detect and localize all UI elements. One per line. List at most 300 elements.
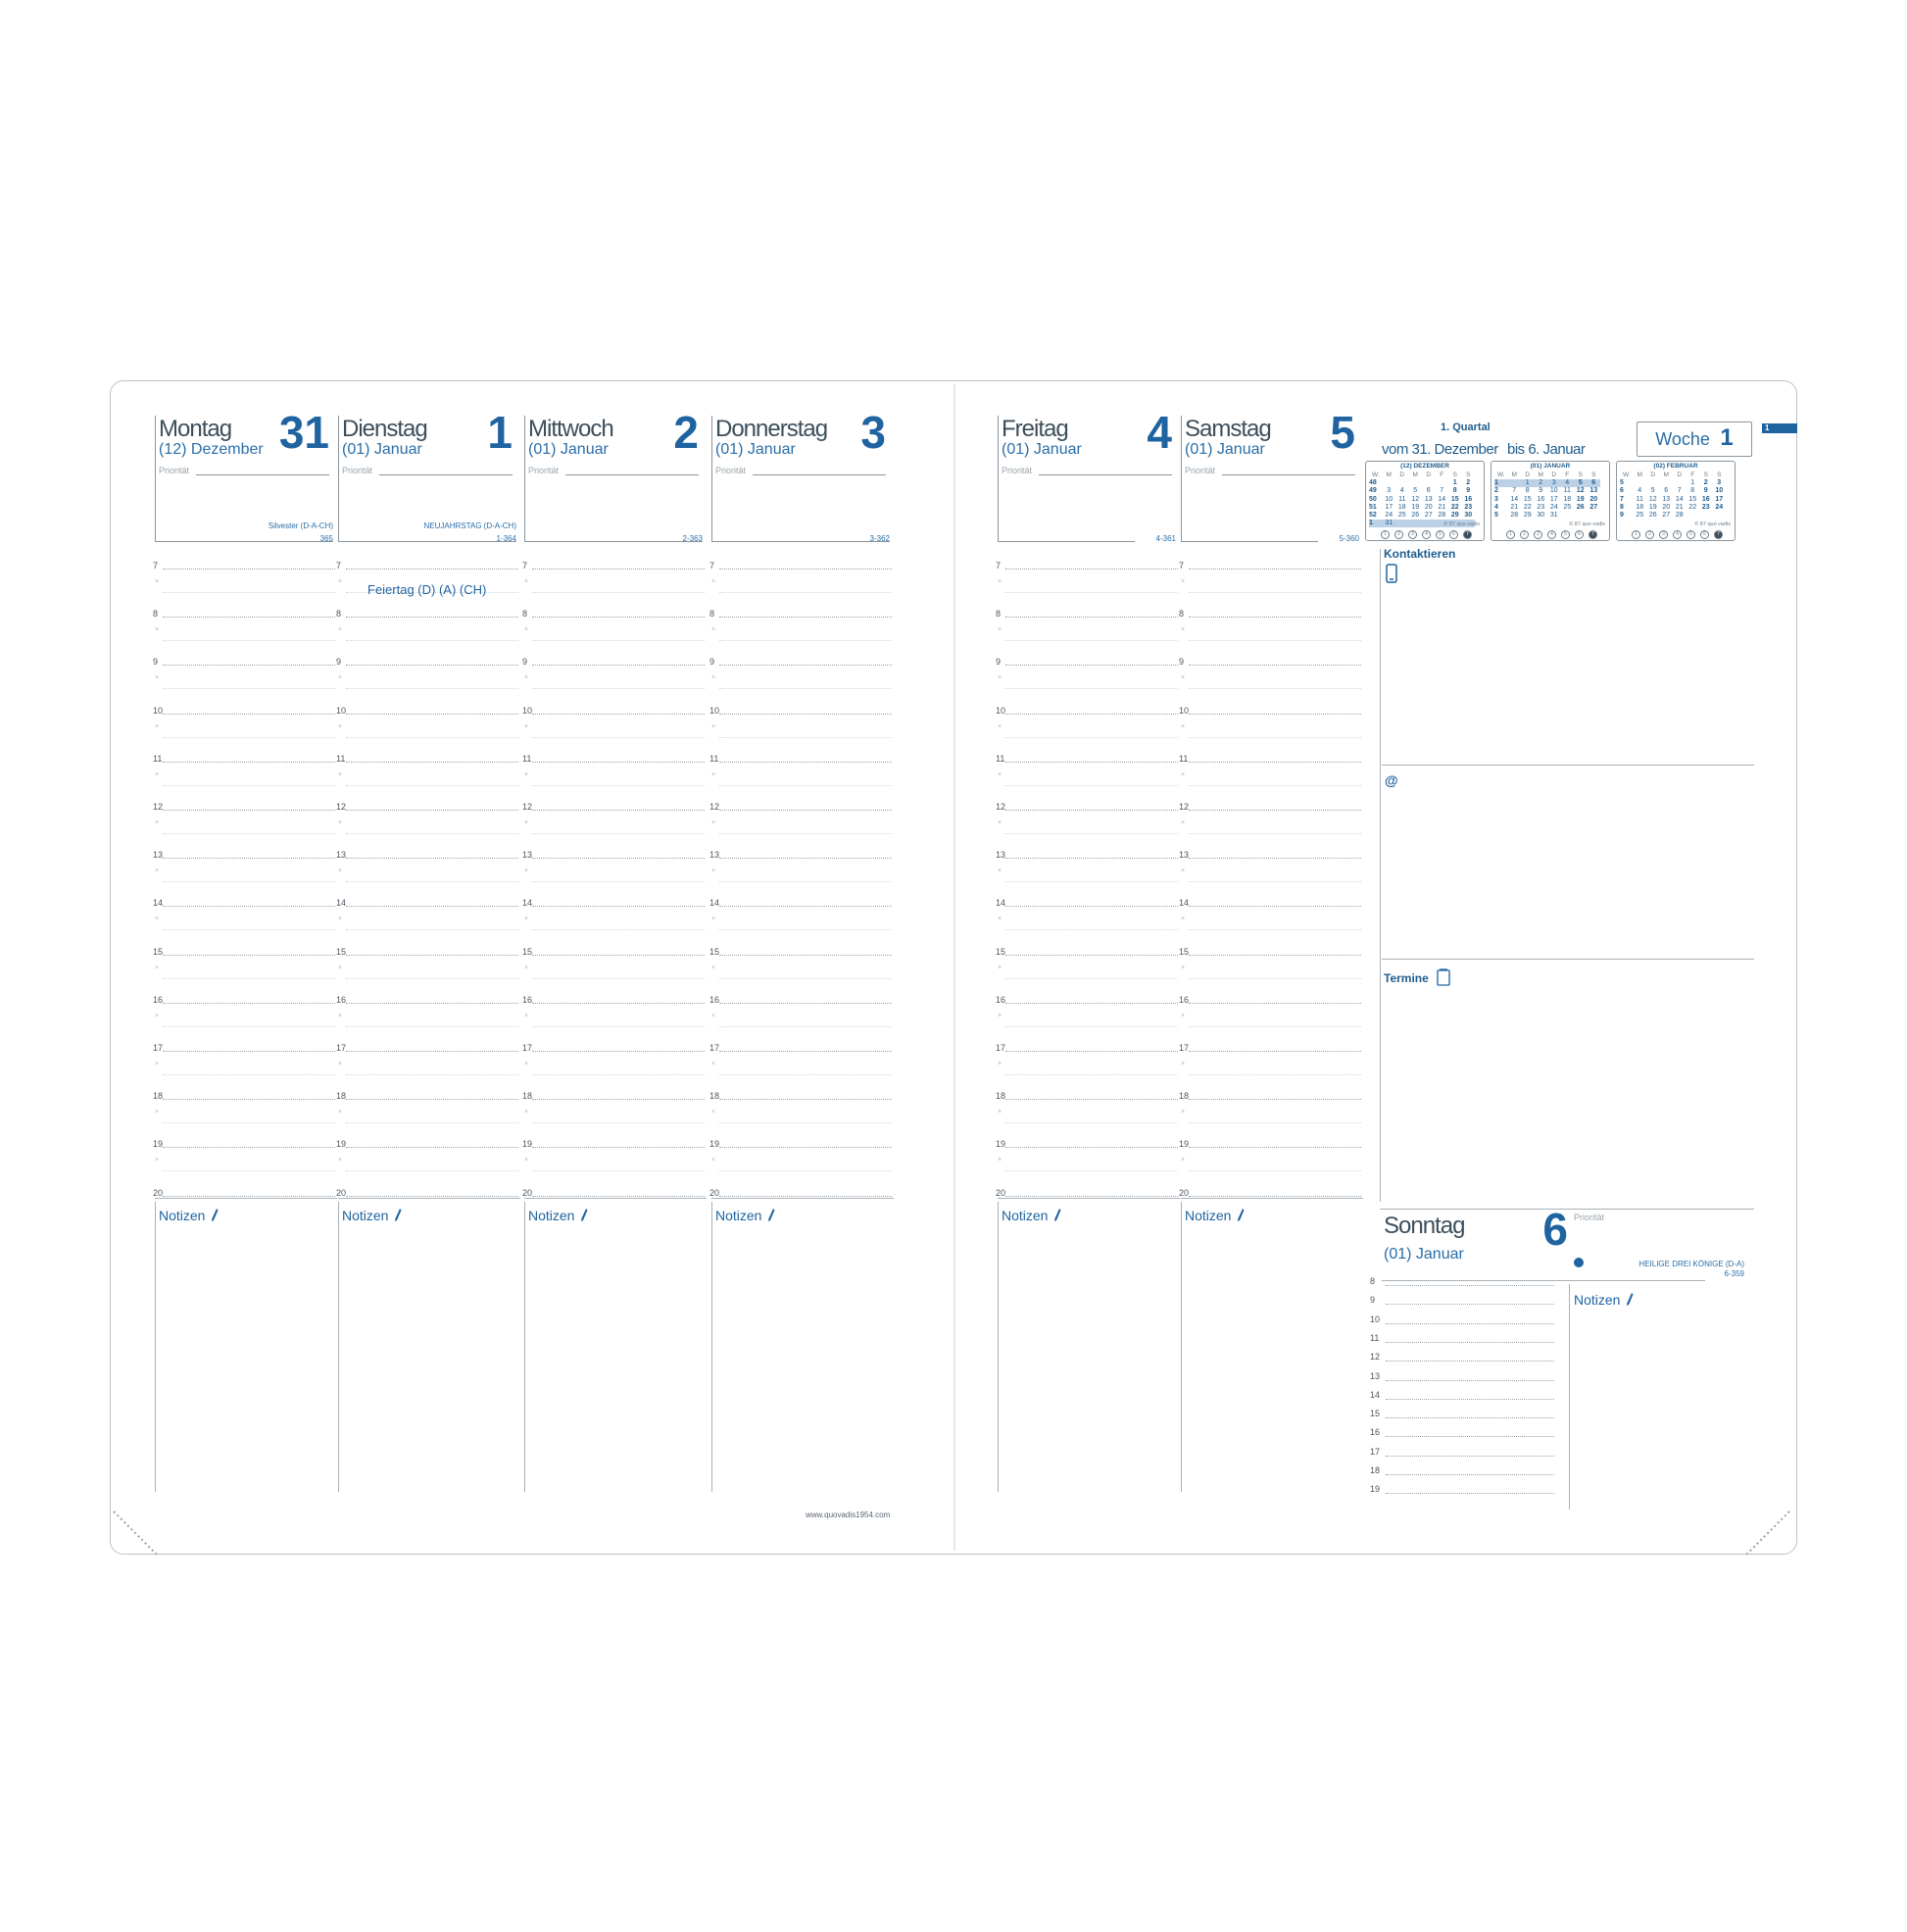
mini-calendar-date: 1 <box>1690 479 1695 487</box>
weekday-circle[interactable]: 2 <box>1645 530 1654 539</box>
freitag-hour-line-15[interactable] <box>1005 955 1178 956</box>
donnerstag-half-line[interactable] <box>719 688 892 689</box>
dienstag-hour-line-8[interactable] <box>346 617 518 618</box>
mini-calendar-week-number: 51 <box>1369 503 1377 511</box>
weekday-circle[interactable]: 2 <box>1394 530 1403 539</box>
donnerstag-hour-line-13[interactable] <box>719 858 892 859</box>
mittwoch-notes-area[interactable] <box>528 1231 703 1486</box>
samstag-half-line[interactable] <box>1189 737 1361 738</box>
weekday-circle[interactable]: 7 <box>1714 530 1723 539</box>
montag-hour-line-10[interactable] <box>163 714 335 715</box>
pen-icon <box>580 1208 588 1225</box>
samstag-hour-10: 10 <box>1179 705 1190 716</box>
donnerstag-hour-line-12[interactable] <box>719 810 892 811</box>
montag-half-line[interactable] <box>163 1026 335 1027</box>
sunday-hour-line-12[interactable] <box>1386 1361 1554 1362</box>
donnerstag-half-line[interactable] <box>719 881 892 882</box>
sunday-hour-line-11[interactable] <box>1386 1342 1554 1343</box>
dienstag-half-line[interactable] <box>346 1026 518 1027</box>
montag-half-line[interactable] <box>163 978 335 979</box>
weekday-circle[interactable]: 3 <box>1534 530 1542 539</box>
weekday-circles <box>1632 530 1728 539</box>
donnerstag-half-line[interactable] <box>719 1170 892 1171</box>
sunday-hour-line-15[interactable] <box>1386 1417 1554 1418</box>
samstag-hour-line-10[interactable] <box>1189 714 1361 715</box>
mittwoch-half-line[interactable] <box>532 640 705 641</box>
sunday-hour-line-16[interactable] <box>1386 1436 1554 1437</box>
weekday-circle[interactable]: 5 <box>1561 530 1570 539</box>
montag-half-mark: × <box>155 722 160 730</box>
mittwoch-hour-line-16[interactable] <box>532 1003 705 1004</box>
montag-hour-line-12[interactable] <box>163 810 335 811</box>
montag-half-mark: × <box>155 1157 160 1164</box>
mini-calendar-date: 12 <box>1648 495 1657 503</box>
freitag-hour-line-8[interactable] <box>1005 617 1178 618</box>
dienstag-half-line[interactable] <box>346 688 518 689</box>
dienstag-half-line[interactable] <box>346 737 518 738</box>
weekday-circle[interactable]: 1 <box>1381 530 1390 539</box>
weekday-circle[interactable]: 3 <box>1659 530 1668 539</box>
dienstag-hour-14: 14 <box>336 898 347 909</box>
mittwoch-hour-line-7[interactable] <box>532 569 705 570</box>
donnerstag-half-mark: × <box>711 1012 716 1019</box>
dienstag-hour-8: 8 <box>336 609 342 619</box>
freitag-day-count: 4-361 <box>1155 534 1176 543</box>
dienstag-hour-line-9[interactable] <box>346 665 518 666</box>
montag-half-line[interactable] <box>163 833 335 834</box>
freitag-hour-line-7[interactable] <box>1005 569 1178 570</box>
weekday-circle[interactable]: 1 <box>1632 530 1640 539</box>
sunday-hour-line-17[interactable] <box>1386 1456 1554 1457</box>
samstag-half-line[interactable] <box>1189 640 1361 641</box>
freitag-hour-line-10[interactable] <box>1005 714 1178 715</box>
dienstag-hour-9: 9 <box>336 657 342 668</box>
samstag-half-line[interactable] <box>1189 1026 1361 1027</box>
week-number: 1 <box>1720 424 1734 451</box>
quarter-label: 1. Quartal <box>1441 421 1491 433</box>
montag-half-line[interactable] <box>163 640 335 641</box>
mittwoch-notes-rule <box>524 1202 525 1492</box>
samstag-notes-top-rule <box>1181 1198 1363 1199</box>
donnerstag-half-line[interactable] <box>719 1122 892 1123</box>
dienstag-half-line[interactable] <box>346 929 518 930</box>
donnerstag-half-line[interactable] <box>719 1074 892 1075</box>
samstag-half-line[interactable] <box>1189 833 1361 834</box>
freitag-hour-line-19[interactable] <box>1005 1147 1178 1148</box>
samstag-hour-line-8[interactable] <box>1189 617 1361 618</box>
donnerstag-hour-line-8[interactable] <box>719 617 892 618</box>
dienstag-hour-line-20[interactable] <box>346 1196 518 1197</box>
dienstag-notes-rule <box>338 1202 339 1492</box>
sunday-hour-line-9[interactable] <box>1386 1304 1554 1305</box>
mini-calendar-weekday: M <box>1538 471 1543 478</box>
samstag-hour-line-14[interactable] <box>1189 906 1361 907</box>
week-tab: 1 <box>1762 423 1797 433</box>
pen-icon <box>767 1208 775 1225</box>
montag-hour-line-11[interactable] <box>163 762 335 763</box>
freitag-half-line[interactable] <box>1005 592 1178 593</box>
samstag-name: Samstag <box>1185 416 1271 442</box>
donnerstag-hour-12: 12 <box>709 802 720 812</box>
mittwoch-half-line[interactable] <box>532 833 705 834</box>
weekday-circle[interactable]: 6 <box>1700 530 1709 539</box>
weekday-circle[interactable]: 7 <box>1463 530 1472 539</box>
freitag-half-line[interactable] <box>1005 640 1178 641</box>
samstag-half-line[interactable] <box>1189 881 1361 882</box>
montag-priority-label: Priorität <box>159 466 190 475</box>
sunday-hour-line-8[interactable] <box>1386 1285 1554 1286</box>
samstag-hour-line-16[interactable] <box>1189 1003 1361 1004</box>
montag-half-line[interactable] <box>163 1122 335 1123</box>
weekday-circle[interactable]: 5 <box>1687 530 1695 539</box>
sunday-hour-line-19[interactable] <box>1386 1493 1554 1494</box>
donnerstag-half-mark: × <box>711 578 716 585</box>
freitag-half-line[interactable] <box>1005 737 1178 738</box>
mittwoch-half-line[interactable] <box>532 688 705 689</box>
freitag-hour-line-11[interactable] <box>1005 762 1178 763</box>
mittwoch-half-line[interactable] <box>532 978 705 979</box>
dienstag-half-mark: × <box>338 626 343 634</box>
samstag-hour-line-20[interactable] <box>1189 1196 1361 1197</box>
mini-calendar-date: 14 <box>1438 495 1446 503</box>
dienstag-hour-line-19[interactable] <box>346 1147 518 1148</box>
donnerstag-half-line[interactable] <box>719 1026 892 1027</box>
montag-half-line[interactable] <box>163 592 335 593</box>
mini-calendar-date: 7 <box>1440 487 1444 495</box>
mittwoch-half-mark: × <box>524 722 529 730</box>
donnerstag-hour-line-16[interactable] <box>719 1003 892 1004</box>
weekday-circle[interactable]: 5 <box>1436 530 1444 539</box>
montag-half-mark: × <box>155 819 160 826</box>
donnerstag-hour-line-11[interactable] <box>719 762 892 763</box>
dienstag-hour-line-13[interactable] <box>346 858 518 859</box>
samstag-half-line[interactable] <box>1189 1170 1361 1171</box>
samstag-hour-line-11[interactable] <box>1189 762 1361 763</box>
montag-hour-15: 15 <box>153 946 164 957</box>
donnerstag-hour-16: 16 <box>709 994 720 1005</box>
donnerstag-half-line[interactable] <box>719 785 892 786</box>
donnerstag-half-line[interactable] <box>719 640 892 641</box>
mini-calendar-weekday: D <box>1525 471 1531 478</box>
montag-half-line[interactable] <box>163 1170 335 1171</box>
dienstag-half-line[interactable] <box>346 785 518 786</box>
mittwoch-half-line[interactable] <box>532 1122 705 1123</box>
samstag-hour-13: 13 <box>1179 850 1190 861</box>
freitag-number: 4 <box>1147 407 1172 458</box>
donnerstag-hour-line-17[interactable] <box>719 1051 892 1052</box>
montag-hour-line-20[interactable] <box>163 1196 335 1197</box>
mini-calendar-date: 12 <box>1411 495 1420 503</box>
dienstag-hour-line-18[interactable] <box>346 1099 518 1100</box>
mittwoch-hour-line-19[interactable] <box>532 1147 705 1148</box>
mittwoch-name: Mittwoch <box>528 416 613 442</box>
montag-half-line[interactable] <box>163 1074 335 1075</box>
mittwoch-hour-line-15[interactable] <box>532 955 705 956</box>
mini-calendar-date: 27 <box>1662 512 1671 520</box>
montag-half-line[interactable] <box>163 881 335 882</box>
mittwoch-half-line[interactable] <box>532 785 705 786</box>
mittwoch-hour-line-20[interactable] <box>532 1196 705 1197</box>
donnerstag-half-line[interactable] <box>719 833 892 834</box>
dienstag-notes-area[interactable] <box>342 1231 516 1486</box>
samstag-half-line[interactable] <box>1189 1122 1361 1123</box>
donnerstag-half-mark: × <box>711 626 716 634</box>
donnerstag-hour-line-18[interactable] <box>719 1099 892 1100</box>
freitag-half-line[interactable] <box>1005 688 1178 689</box>
dienstag-half-line[interactable] <box>346 833 518 834</box>
montag-hour-line-8[interactable] <box>163 617 335 618</box>
dienstag-half-line[interactable] <box>346 1170 518 1171</box>
samstag-hour-line-18[interactable] <box>1189 1099 1361 1100</box>
mittwoch-hour-line-8[interactable] <box>532 617 705 618</box>
freitag-priority-label: Priorität <box>1002 466 1033 475</box>
montag-hour-line-14[interactable] <box>163 906 335 907</box>
donnerstag-hour-8: 8 <box>709 609 715 619</box>
freitag-hour-line-17[interactable] <box>1005 1051 1178 1052</box>
donnerstag-hour-line-10[interactable] <box>719 714 892 715</box>
mini-calendar-date: 11 <box>1636 495 1643 503</box>
freitag-notes-top-rule <box>998 1198 1180 1199</box>
mittwoch-hour-line-9[interactable] <box>532 665 705 666</box>
mittwoch-hour-line-13[interactable] <box>532 858 705 859</box>
montag-month: (12) Dezember <box>159 441 264 458</box>
mittwoch-half-line[interactable] <box>532 1074 705 1075</box>
freitag-hour-line-9[interactable] <box>1005 665 1178 666</box>
samstag-half-line[interactable] <box>1189 929 1361 930</box>
dienstag-hour-7: 7 <box>336 561 342 570</box>
mini-calendar-date: 29 <box>1523 512 1532 520</box>
sunday-hour-line-10[interactable] <box>1386 1323 1554 1324</box>
mittwoch-half-line[interactable] <box>532 592 705 593</box>
freitag-hour-line-16[interactable] <box>1005 1003 1178 1004</box>
donnerstag-hour-line-20[interactable] <box>719 1196 892 1197</box>
montag-half-line[interactable] <box>163 929 335 930</box>
samstag-half-line[interactable] <box>1189 592 1361 593</box>
sunday-holiday: HEILIGE DREI KÖNIGE (D-A) <box>1638 1260 1744 1268</box>
sunday-hour-line-13[interactable] <box>1386 1380 1554 1381</box>
mini-calendar-date <box>1687 512 1700 520</box>
dienstag-hour-line-10[interactable] <box>346 714 518 715</box>
mittwoch-half-line[interactable] <box>532 1170 705 1171</box>
donnerstag-hour-line-9[interactable] <box>719 665 892 666</box>
mittwoch-half-mark: × <box>524 770 529 778</box>
dienstag-half-mark: × <box>338 819 343 826</box>
donnerstag-half-line[interactable] <box>719 929 892 930</box>
weekday-circle[interactable]: 7 <box>1589 530 1597 539</box>
donnerstag-hour-line-15[interactable] <box>719 955 892 956</box>
samstag-half-mark: × <box>1181 916 1186 923</box>
montag-half-mark: × <box>155 626 160 634</box>
weekday-circle[interactable]: 3 <box>1408 530 1417 539</box>
freitag-half-line[interactable] <box>1005 978 1178 979</box>
samstag-half-mark: × <box>1181 722 1186 730</box>
samstag-hour-line-15[interactable] <box>1189 955 1361 956</box>
dienstag-half-line[interactable] <box>346 1122 518 1123</box>
mittwoch-hour-line-17[interactable] <box>532 1051 705 1052</box>
donnerstag-notes-area[interactable] <box>715 1231 890 1486</box>
freitag-hour-line-20[interactable] <box>1005 1196 1178 1197</box>
sunday-name: Sonntag <box>1384 1213 1465 1239</box>
montag-notes-area[interactable] <box>159 1231 333 1486</box>
freitag-hour-line-14[interactable] <box>1005 906 1178 907</box>
mini-calendar-weekday: D <box>1677 471 1683 478</box>
freitag-half-line[interactable] <box>1005 929 1178 930</box>
montag-hour-line-16[interactable] <box>163 1003 335 1004</box>
dienstag-half-line[interactable] <box>346 881 518 882</box>
mini-calendar-date <box>1561 512 1575 520</box>
week-to: bis 6. Januar <box>1507 441 1586 458</box>
mittwoch-half-line[interactable] <box>532 881 705 882</box>
donnerstag-hour-line-7[interactable] <box>719 569 892 570</box>
montag-hour-line-7[interactable] <box>163 569 335 570</box>
mittwoch-hour-line-14[interactable] <box>532 906 705 907</box>
samstag-half-line[interactable] <box>1189 785 1361 786</box>
mini-calendar-date <box>1673 479 1687 487</box>
freitag-half-line[interactable] <box>1005 1170 1178 1171</box>
mini-calendar-grid <box>1369 471 1475 527</box>
mini-calendar-date: 13 <box>1662 495 1671 503</box>
mittwoch-half-mark: × <box>524 578 529 585</box>
montag-notes-label <box>159 1208 219 1225</box>
mini-calendar-weekday: M <box>1663 471 1669 478</box>
weekday-circle[interactable]: 4 <box>1673 530 1682 539</box>
samstag-hour-line-17[interactable] <box>1189 1051 1361 1052</box>
mini-calendar-weekday: S <box>1578 471 1583 478</box>
freitag-hour-line-12[interactable] <box>1005 810 1178 811</box>
samstag-notes-area[interactable] <box>1185 1231 1359 1486</box>
donnerstag-half-mark: × <box>711 1061 716 1067</box>
dienstag-hour-line-16[interactable] <box>346 1003 518 1004</box>
mini-calendar-date: 26 <box>1576 503 1585 511</box>
weekday-circle[interactable]: 6 <box>1575 530 1584 539</box>
mittwoch-hour-line-10[interactable] <box>532 714 705 715</box>
montag-hour-7: 7 <box>153 561 159 570</box>
montag-hour-9: 9 <box>153 657 159 668</box>
mini-calendar-date: 5 <box>1574 479 1588 487</box>
weekday-circle[interactable]: 2 <box>1520 530 1529 539</box>
sunday-hour-line-14[interactable] <box>1386 1399 1554 1400</box>
mini-calendar-week-number: 2 <box>1494 487 1498 495</box>
freitag-half-line[interactable] <box>1005 1026 1178 1027</box>
donnerstag-hour-line-14[interactable] <box>719 906 892 907</box>
montag-hour-line-18[interactable] <box>163 1099 335 1100</box>
dienstag-hour-line-15[interactable] <box>346 955 518 956</box>
weekday-circle[interactable]: 4 <box>1547 530 1556 539</box>
donnerstag-hour-18: 18 <box>709 1091 720 1102</box>
mittwoch-hour-line-12[interactable] <box>532 810 705 811</box>
mini-calendar-date: 25 <box>1563 503 1572 511</box>
mini-calendar-date: 23 <box>1701 503 1710 511</box>
dienstag-half-line[interactable] <box>346 978 518 979</box>
montag-hour-line-19[interactable] <box>163 1147 335 1148</box>
sunday-notes-rule <box>1569 1284 1570 1510</box>
dienstag-hour-line-7[interactable] <box>346 569 518 570</box>
montag-notes-rule <box>155 1202 156 1492</box>
freitag-half-line[interactable] <box>1005 785 1178 786</box>
dienstag-half-line[interactable] <box>346 1074 518 1075</box>
freitag-half-line[interactable] <box>1005 881 1178 882</box>
weekday-circle[interactable]: 4 <box>1422 530 1431 539</box>
mittwoch-half-line[interactable] <box>532 929 705 930</box>
donnerstag-half-line[interactable] <box>719 737 892 738</box>
mini-calendar-date: 8 <box>1452 487 1457 495</box>
donnerstag-hour-14: 14 <box>709 898 720 909</box>
mini-calendar-date: 20 <box>1424 503 1433 511</box>
weekday-circle[interactable]: 6 <box>1449 530 1458 539</box>
samstag-hour-line-7[interactable] <box>1189 569 1361 570</box>
montag-priority-line <box>196 474 329 475</box>
samstag-half-line[interactable] <box>1189 688 1361 689</box>
samstag-hour-line-19[interactable] <box>1189 1147 1361 1148</box>
mini-calendar-date <box>1508 479 1522 487</box>
montag-hour-line-13[interactable] <box>163 858 335 859</box>
montag-hour-line-9[interactable] <box>163 665 335 666</box>
montag-hour-line-15[interactable] <box>163 955 335 956</box>
freitag-half-line[interactable] <box>1005 1074 1178 1075</box>
mini-calendar-date: 17 <box>1385 503 1394 511</box>
mittwoch-hour-9: 9 <box>522 657 528 668</box>
samstag-half-mark: × <box>1181 1012 1186 1019</box>
montag-hour-19: 19 <box>153 1139 164 1150</box>
mittwoch-half-mark: × <box>524 1061 529 1067</box>
sunday-hour-line-18[interactable] <box>1386 1474 1554 1475</box>
samstag-month: (01) Januar <box>1185 441 1265 458</box>
freitag-hour-12: 12 <box>996 802 1006 812</box>
mini-calendar-date: 18 <box>1636 503 1644 511</box>
donnerstag-half-line[interactable] <box>719 592 892 593</box>
samstag-hour-line-13[interactable] <box>1189 858 1361 859</box>
freitag-half-line[interactable] <box>1005 1122 1178 1123</box>
mini-calendar-date: 29 <box>1450 512 1459 520</box>
mittwoch-notes-text: Notizen <box>528 1208 575 1223</box>
freitag-hour-line-13[interactable] <box>1005 858 1178 859</box>
samstag-half-line[interactable] <box>1189 1074 1361 1075</box>
mini-calendar-date <box>1713 512 1727 520</box>
mini-calendar-date: 23 <box>1464 503 1473 511</box>
mittwoch-hour-line-18[interactable] <box>532 1099 705 1100</box>
montag-hour-12: 12 <box>153 802 164 812</box>
dienstag-hour-line-14[interactable] <box>346 906 518 907</box>
montag-half-line[interactable] <box>163 785 335 786</box>
montag-half-line[interactable] <box>163 688 335 689</box>
mini-calendar-date: 9 <box>1466 487 1471 495</box>
samstag-hour-line-12[interactable] <box>1189 810 1361 811</box>
freitag-half-line[interactable] <box>1005 833 1178 834</box>
mini-calendar-weekday: D <box>1650 471 1656 478</box>
freitag-notes-area[interactable] <box>1002 1231 1176 1486</box>
freitag-hour-line-18[interactable] <box>1005 1099 1178 1100</box>
dienstag-hour-line-17[interactable] <box>346 1051 518 1052</box>
mini-calendar-date: 28 <box>1510 512 1519 520</box>
montag-half-line[interactable] <box>163 737 335 738</box>
weekday-circles <box>1381 530 1477 539</box>
dienstag-hour-line-12[interactable] <box>346 810 518 811</box>
donnerstag-hour-10: 10 <box>709 705 720 716</box>
mittwoch-hour-line-11[interactable] <box>532 762 705 763</box>
dienstag-hour-line-11[interactable] <box>346 762 518 763</box>
dienstag-half-line[interactable] <box>346 640 518 641</box>
mittwoch-half-line[interactable] <box>532 1026 705 1027</box>
samstag-half-mark: × <box>1181 626 1186 634</box>
weekday-circle[interactable]: 1 <box>1506 530 1515 539</box>
donnerstag-half-line[interactable] <box>719 978 892 979</box>
mittwoch-half-line[interactable] <box>532 737 705 738</box>
montag-hour-line-17[interactable] <box>163 1051 335 1052</box>
donnerstag-hour-line-19[interactable] <box>719 1147 892 1148</box>
samstag-half-line[interactable] <box>1189 978 1361 979</box>
samstag-hour-line-9[interactable] <box>1189 665 1361 666</box>
dienstag-hour-20: 20 <box>336 1187 347 1198</box>
